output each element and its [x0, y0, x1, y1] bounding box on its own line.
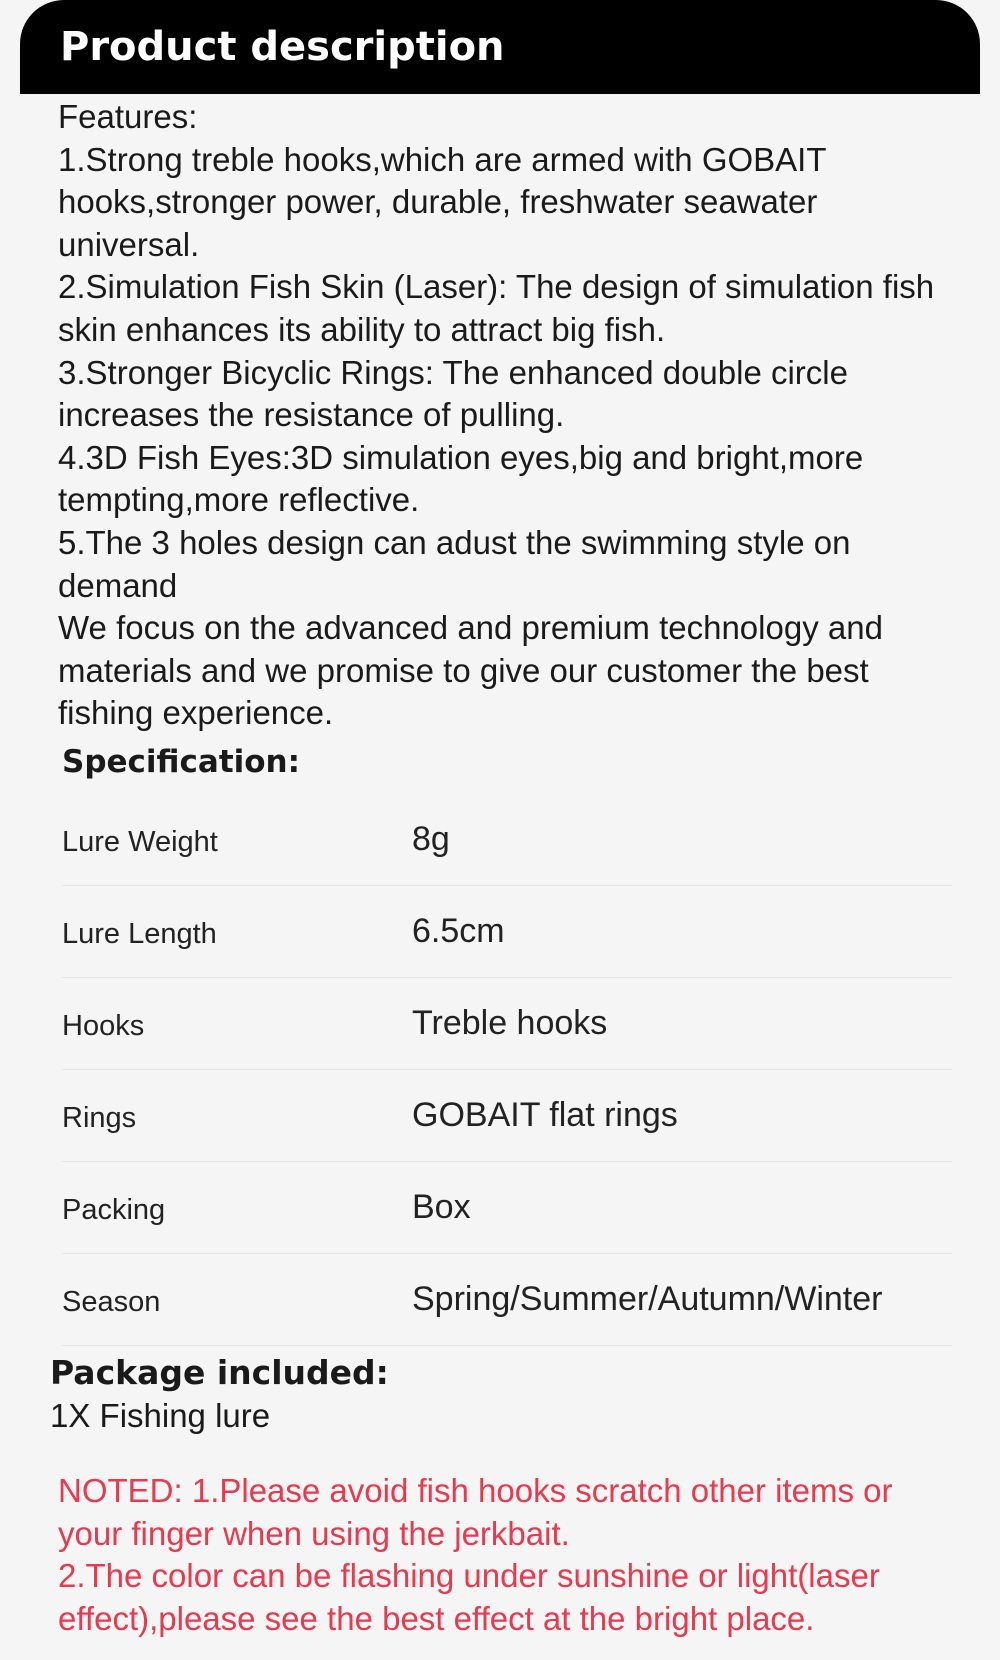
header-bar — [20, 0, 980, 94]
spec-label: Packing — [62, 1162, 412, 1254]
features-heading: Features: — [58, 98, 198, 135]
feature-item: 1.Strong treble hooks,which are armed with GOBAIT hooks,stronger power, durable, freshwater seawater universal. — [58, 140, 826, 263]
spec-value: Spring/Summer/Autumn/Winter — [412, 1254, 952, 1346]
noted-warning — [58, 1470, 958, 1640]
table-row — [62, 1254, 952, 1346]
feature-summary: We focus on the advanced and premium technology and materials and we promise to give our customer the best fishing experience. — [58, 609, 883, 732]
spec-value: Treble hooks — [412, 978, 952, 1070]
spec-label: Season — [62, 1254, 412, 1346]
table-row — [62, 1162, 952, 1254]
spec-label: Rings — [62, 1070, 412, 1162]
feature-item: 3.Stronger Bicyclic Rings: The enhanced double circle increases the resistance of pulling. — [58, 353, 848, 434]
table-row — [62, 794, 952, 886]
feature-item: 5.The 3 holes design can adust the swimming style on demand — [58, 523, 851, 604]
specification-table — [62, 794, 952, 1346]
spec-value: Box — [412, 1162, 952, 1254]
page-title: Product description — [60, 24, 505, 70]
features-list — [58, 96, 958, 735]
package-item: 1X Fishing lure — [50, 1397, 271, 1434]
description-panel — [20, 94, 980, 1660]
noted-line: NOTED: 1.Please avoid fish hooks scratch other items or your finger when using the jerkbait. — [58, 1472, 893, 1552]
spec-value: GOBAIT flat rings — [412, 1070, 952, 1162]
spec-value: 6.5cm — [412, 886, 952, 978]
table-row — [62, 978, 952, 1070]
spec-label: Lure Weight — [62, 794, 412, 886]
spec-label: Hooks — [62, 978, 412, 1070]
feature-item: 4.3D Fish Eyes:3D simulation eyes,big and bright,more tempting,more reflective. — [58, 438, 864, 519]
table-row — [62, 886, 952, 978]
table-row — [62, 1070, 952, 1162]
feature-item: 2.Simulation Fish Skin (Laser): The design of simulation fish skin enhances its ability to attract big fish. — [58, 268, 935, 348]
spec-value: 8g — [412, 794, 952, 886]
specification-title: Specification: — [62, 744, 301, 780]
package-included-title: Package included: — [50, 1353, 389, 1392]
spec-label: Lure Length — [62, 886, 412, 978]
noted-line: 2.The color can be flashing under sunshine or light(laser effect),please see the best effect at the bright place. — [58, 1557, 880, 1637]
